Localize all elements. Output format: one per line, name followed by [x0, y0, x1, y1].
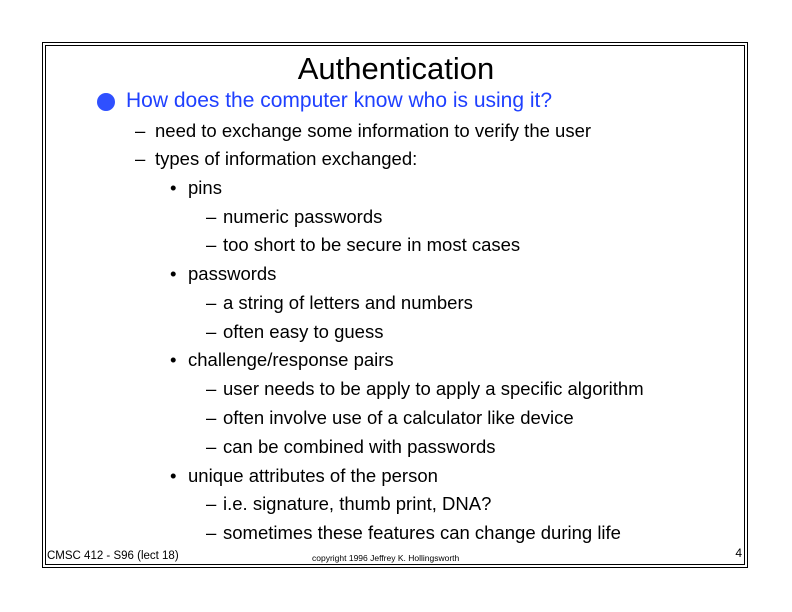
dash-mark: – — [206, 292, 217, 313]
dash-mark: – — [206, 206, 217, 227]
passwords-detail-2 — [206, 321, 383, 343]
passwords-detail-2-text: often easy to guess — [223, 321, 384, 342]
unique-detail-1-text: i.e. signature, thumb print, DNA? — [223, 493, 492, 514]
passwords-detail-1-text: a string of letters and numbers — [223, 292, 473, 313]
type-pins-label: pins — [188, 177, 222, 198]
type-challenge-response-label: challenge/response pairs — [188, 349, 394, 370]
point-1-text: need to exchange some information to verify the user — [155, 120, 592, 141]
challenge-detail-3 — [206, 436, 496, 458]
challenge-detail-2-text: often involve use of a calculator like device — [223, 407, 574, 428]
footer-copyright: copyright 1996 Jeffrey K. Hollingsworth — [312, 553, 460, 563]
challenge-detail-1 — [206, 378, 644, 400]
dash-mark: – — [206, 407, 217, 428]
dash-mark: – — [206, 378, 217, 399]
type-passwords-label: passwords — [188, 263, 277, 284]
pins-detail-2-text: too short to be secure in most cases — [223, 234, 521, 255]
type-pins — [170, 177, 222, 199]
challenge-detail-3-text: can be combined with passwords — [223, 436, 496, 457]
type-passwords — [170, 263, 276, 285]
bullet-mark: • — [170, 177, 177, 198]
slide-title: Authentication — [297, 51, 495, 86]
dash-mark: – — [135, 120, 146, 141]
dash-mark: – — [206, 321, 217, 342]
challenge-detail-2 — [206, 407, 574, 429]
dash-mark: – — [135, 148, 146, 169]
pins-detail-2 — [206, 234, 520, 256]
dash-mark: – — [206, 522, 217, 543]
point-2-text: types of information exchanged: — [155, 148, 418, 169]
footer-course: CMSC 412 - S96 (lect 18) — [47, 550, 179, 562]
pins-detail-1-text: numeric passwords — [223, 206, 383, 227]
point-1 — [135, 120, 591, 142]
dash-mark: – — [206, 493, 217, 514]
point-2 — [135, 148, 417, 170]
page-number: 4 — [735, 546, 742, 560]
type-unique-attributes — [170, 465, 438, 487]
bullet-mark: • — [170, 263, 177, 284]
type-challenge-response — [170, 349, 394, 371]
unique-detail-2-text: sometimes these features can change during life — [223, 522, 621, 543]
bullet-circle-icon — [97, 93, 115, 111]
unique-detail-2 — [206, 522, 621, 544]
passwords-detail-1 — [206, 292, 473, 314]
dash-mark: – — [206, 436, 217, 457]
type-unique-attributes-label: unique attributes of the person — [188, 465, 438, 486]
pins-detail-1 — [206, 206, 382, 228]
main-question: How does the computer know who is using it? — [126, 89, 553, 112]
bullet-mark: • — [170, 349, 177, 370]
challenge-detail-1-text: user needs to be apply to apply a specific algorithm — [223, 378, 644, 399]
bullet-mark: • — [170, 465, 177, 486]
dash-mark: – — [206, 234, 217, 255]
unique-detail-1 — [206, 493, 491, 515]
